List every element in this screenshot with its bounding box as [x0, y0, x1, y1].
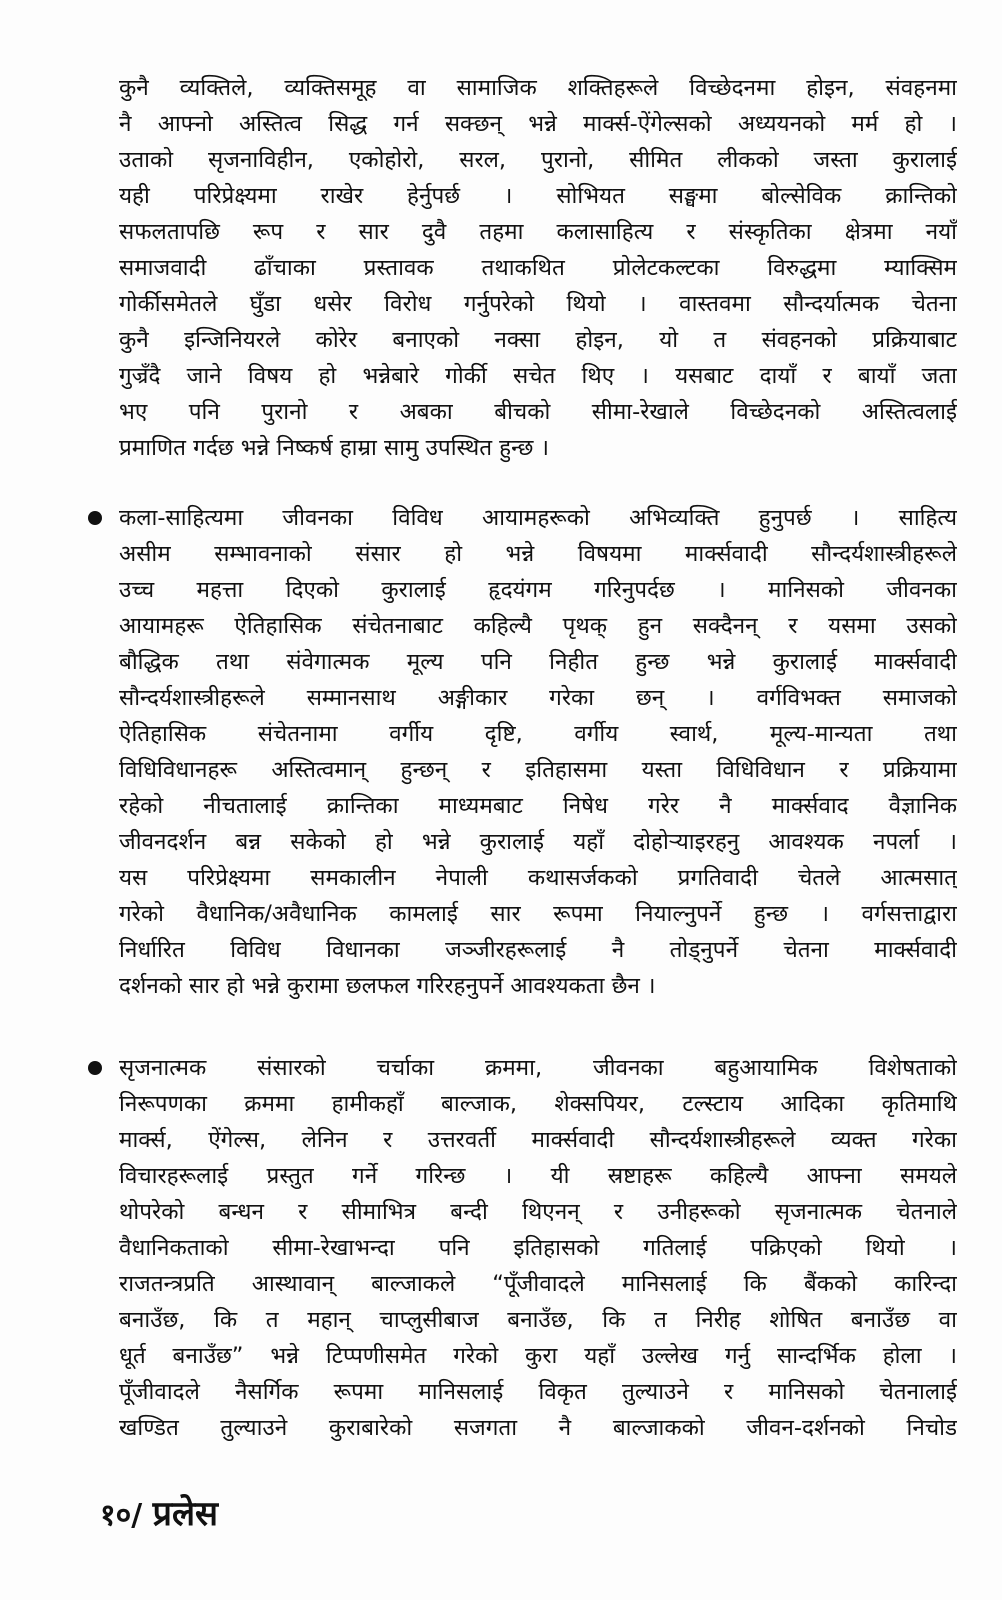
paragraph-2 [119, 500, 957, 1004]
paragraph-line: भए पनि पुरानो र अबका बीचको सीमा-रेखाले विच्छेदनको अस्तित्वलाई [119, 399, 957, 425]
paragraph-line: असीम सम्भावनाको संसार हो भन्ने विषयमा मार्क्सवादी सौन्दर्यशास्त्रीहरूले [119, 541, 957, 567]
paragraph-3 [119, 1050, 957, 1446]
paragraph-line: निर्धारित विविध विधानका जञ्जीरहरूलाई नै तोड्नुपर्ने चेतना मार्क्सवादी [119, 937, 957, 963]
paragraph-line: यस परिप्रेक्ष्यमा समकालीन नेपाली कथासर्जकको प्रगतिवादी चेतले आत्मसात् [119, 865, 957, 891]
paragraph-line: उच्च महत्ता दिएको कुरालाई हृदयंगम गरिनुपर्दछ । मानिसको जीवनका [119, 577, 957, 603]
paragraph-line: कुनै इन्जिनियरले कोरेर बनाएको नक्सा होइन, यो त संवहनको प्रक्रियाबाट [119, 327, 957, 353]
paragraph-line: सृजनात्मक संसारको चर्चाका क्रममा, जीवनका बहुआयामिक विशेषताको [119, 1055, 957, 1081]
paragraph-line: कुनै व्यक्तिले, व्यक्तिसमूह वा सामाजिक शक्तिहरूले विच्छेदनमा होइन, संवहनमा [119, 75, 957, 101]
page-footer [100, 1492, 218, 1536]
paragraph-line: विचारहरूलाई प्रस्तुत गर्ने गरिन्छ । यी स्रष्टाहरू कहिल्यै आफ्ना समयले [119, 1163, 957, 1189]
paragraph-line: गुज्रँदै जाने विषय हो भन्नेबारे गोर्की सचेत थिए । यसबाट दायाँ र बायाँ जता [119, 363, 957, 389]
paragraph-line: जीवनदर्शन बन्न सकेको हो भन्ने कुरालाई यहाँ दोहोऱ्याइरहनु आवश्यक नपर्ला । [119, 829, 957, 855]
paragraph-line: नै आफ्नो अस्तित्व सिद्ध गर्न सक्छन् भन्ने मार्क्स-ऐंगेल्सको अध्ययनको मर्म हो । [119, 111, 957, 137]
bullet-icon [88, 1061, 102, 1075]
paragraph-line: धूर्त बनाउँछ” भन्ने टिप्पणीसमेत गरेको कुरा यहाँ उल्लेख गर्नु सान्दर्भिक होला । [119, 1343, 957, 1369]
paragraph-line: ऐतिहासिक संचेतनामा वर्गीय दृष्टि, वर्गीय स्वार्थ, मूल्य-मान्यता तथा [119, 721, 957, 747]
paragraph-line: सफलतापछि रूप र सार दुवै तहमा कलासाहित्य र संस्कृतिका क्षेत्रमा नयाँ [119, 219, 957, 245]
journal-name: प्रलेस [152, 1494, 219, 1534]
page-number: १०/ [100, 1498, 143, 1533]
paragraph-line: आयामहरू ऐतिहासिक संचेतनाबाट कहिल्यै पृथक् हुन सक्दैनन् र यसमा उसको [119, 613, 957, 639]
paragraph-line: खण्डित तुल्याउने कुराबारेको सजगता नै बाल्जाकको जीवन-दर्शनको निचोड [119, 1415, 957, 1441]
bullet-icon [88, 511, 102, 525]
paragraph-line: बनाउँछ, कि त महान् चाप्लुसीबाज बनाउँछ, कि त निरीह शोषित बनाउँछ वा [119, 1307, 957, 1333]
paragraph-line: गोर्कीसमेतले घुँडा धसेर विरोध गर्नुपरेको थियो । वास्तवमा सौन्दर्यात्मक चेतना [119, 291, 957, 317]
paragraph-line: राजतन्त्रप्रति आस्थावान् बाल्जाकले “पूँजीवादले मानिसलाई कि बैंकको कारिन्दा [119, 1271, 957, 1297]
paragraph-line: वैधानिकताको सीमा-रेखाभन्दा पनि इतिहासको गतिलाई पक्रिएको थियो । [119, 1235, 957, 1261]
paragraph-line: प्रमाणित गर्दछ भन्ने निष्कर्ष हाम्रा सामु उपस्थित हुन्छ । [119, 435, 550, 461]
paragraph-line: समाजवादी ढाँचाका प्रस्तावक तथाकथित प्रोलेटकल्टका विरुद्धमा म्याक्सिम [119, 255, 957, 281]
paragraph-line: सौन्दर्यशास्त्रीहरूले सम्मानसाथ अङ्गीकार गरेका छन् । वर्गविभक्त समाजको [119, 685, 957, 711]
paragraph-line: विधिविधानहरू अस्तित्वमान् हुन्छन् र इतिहासमा यस्ता विधिविधान र प्रक्रियामा [119, 757, 957, 783]
paragraph-line: गरेको वैधानिक/अवैधानिक कामलाई सार रूपमा नियाल्नुपर्ने हुन्छ । वर्गसत्ताद्वारा [119, 901, 957, 927]
paragraph-line: निरूपणका क्रममा हामीकहाँ बाल्जाक, शेक्सपियर, टल्स्टाय आदिका कृतिमाथि [119, 1091, 957, 1117]
paragraph-line: पूँजीवादले नैसर्गिक रूपमा मानिसलाई विकृत तुल्याउने र मानिसको चेतनालाई [119, 1379, 957, 1405]
paragraph-line: दर्शनको सार हो भन्ने कुरामा छलफल गरिरहनुपर्ने आवश्यकता छैन । [119, 973, 656, 999]
paragraph-line: यही परिप्रेक्ष्यमा राखेर हेर्नुपर्छ । सोभियत सङ्घमा बोल्सेविक क्रान्तिको [119, 183, 957, 209]
paragraph-line: कला-साहित्यमा जीवनका विविध आयामहरूको अभिव्यक्ति हुनुपर्छ । साहित्य [119, 505, 957, 531]
paragraph-1 [119, 70, 957, 466]
paragraph-line: थोपरेको बन्धन र सीमाभित्र बन्दी थिएनन् र उनीहरूको सृजनात्मक चेतनाले [119, 1199, 957, 1225]
paragraph-line: रहेको नीचतालाई क्रान्तिका माध्यमबाट निषेध गरेर नै मार्क्सवाद वैज्ञानिक [119, 793, 957, 819]
paragraph-line: मार्क्स, ऐंगेल्स, लेनिन र उत्तरवर्ती मार्क्सवादी सौन्दर्यशास्त्रीहरूले व्यक्त गरेका [119, 1127, 957, 1153]
paragraph-line: बौद्धिक तथा संवेगात्मक मूल्य पनि निहीत हुन्छ भन्ने कुरालाई मार्क्सवादी [119, 649, 957, 675]
paragraph-line: उताको सृजनाविहीन, एकोहोरो, सरल, पुरानो, सीमित लीकको जस्ता कुरालाई [119, 147, 957, 173]
